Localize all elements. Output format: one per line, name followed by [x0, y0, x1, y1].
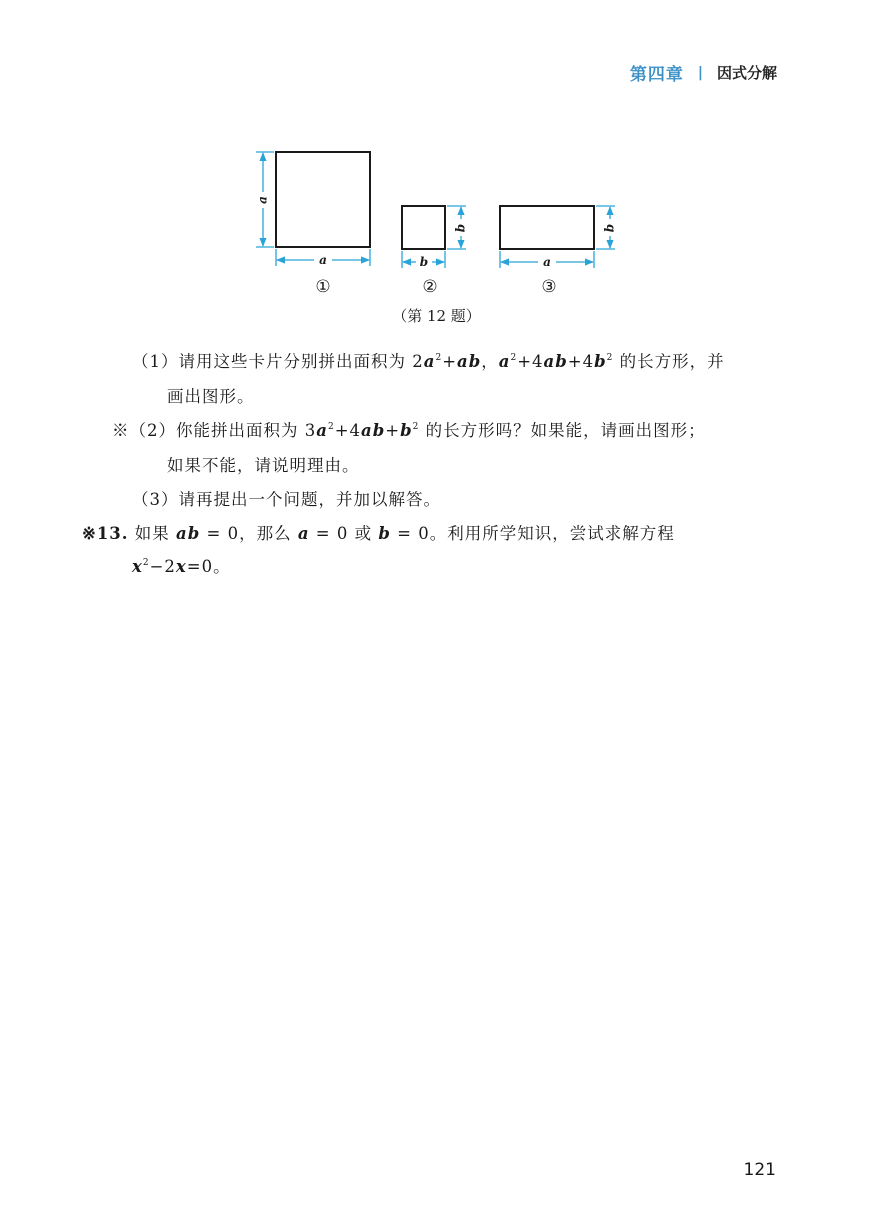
q3-line [132, 486, 441, 510]
q13-result-b: b = 0 [378, 524, 430, 543]
q13-line-1 [82, 520, 675, 544]
q2-expression: $3a^2+4ab+b^2$ [304, 421, 420, 440]
label-square-a-side: a [255, 196, 270, 204]
q3-text: 请再提出一个问题，并加以解答。 [178, 490, 441, 509]
dimension-lines-3 [500, 206, 615, 268]
q1-text-b: 的长方形，并 [619, 352, 725, 371]
q2-line-1 [112, 417, 706, 441]
q13-number: ※13. [82, 524, 129, 543]
q2-text-b: 的长方形吗？如果能，请画出图形； [425, 421, 706, 440]
figure-caption: （第 12 题） [392, 307, 481, 325]
q13-text-a: 如果 [134, 524, 170, 543]
q2-text-a: 你能拼出面积为 [176, 421, 299, 440]
label-square-b-bottom: b [419, 255, 429, 269]
chapter-title: 第四章 [629, 65, 684, 85]
card-square-a [276, 152, 370, 247]
q3-label: （3） [132, 490, 179, 509]
q13-text-b: ，那么 [239, 524, 292, 543]
q1-text-a: 请用这些卡片分别拼出面积为 [178, 352, 406, 371]
q1-expression-1: $2a^2+ab$ [412, 352, 482, 371]
q2-label: （2） [129, 421, 176, 440]
q1-text-c: 画出图形。 [167, 387, 255, 406]
q13-text-c: 或 [354, 524, 373, 543]
chapter-topic: 因式分解 [716, 64, 777, 82]
q13-equation: $x^2-2x=0$ [132, 557, 214, 576]
label-rect-side: b [602, 223, 617, 233]
label-card-1: ① [315, 277, 331, 297]
q13-text-d: 。利用所学知识，尝试求解方程 [429, 524, 675, 543]
q2-text-c: 如果不能，请说明理由。 [167, 456, 360, 475]
label-rect-bottom: a [543, 255, 551, 269]
label-card-3: ③ [541, 277, 557, 297]
q1-line-1: （1）请用这些卡片分别拼出面积为 $2a^2+ab$，$a^2+4ab+4b^2$ 的长方形，并 [132, 352, 725, 371]
q1-expression-2: $a^2+4ab+4b^2$ [498, 352, 614, 371]
q13-text-e: 。 [213, 557, 231, 576]
q1-label: （1） [132, 352, 179, 371]
header-separator: | [697, 64, 703, 81]
q13-line-2 [132, 553, 231, 577]
dimension-lines-2 [402, 206, 466, 268]
q13-condition: ab = 0 [176, 524, 240, 543]
q2-mark: ※ [112, 421, 130, 440]
q13-result-a: a = 0 [297, 524, 349, 543]
card-square-b [402, 206, 445, 249]
page-number: 121 [743, 1160, 776, 1180]
label-square-b-side: b [453, 223, 468, 233]
label-card-2: ② [422, 277, 438, 297]
dimension-lines-1 [256, 152, 370, 266]
label-square-a-bottom: a [319, 253, 327, 267]
card-figure [0, 0, 873, 300]
card-rect-ab [500, 206, 594, 249]
